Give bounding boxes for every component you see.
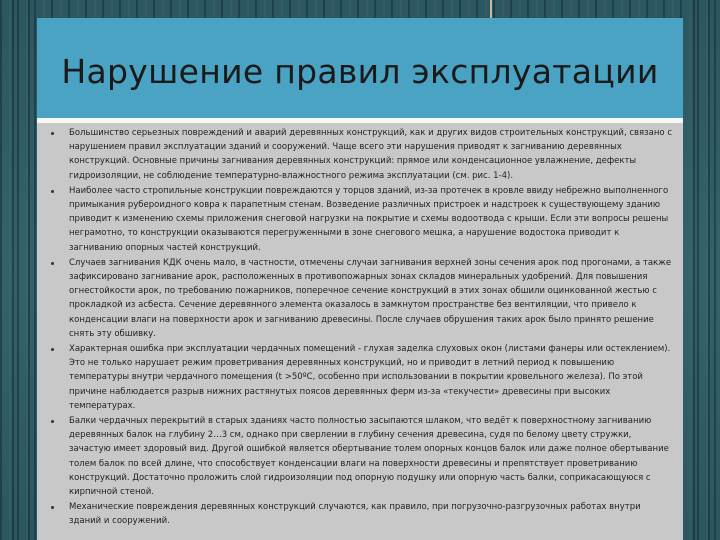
bullet-text: Большинство серьезных повреждений и аварий деревянных конструкций, как и других видов строительных конструкций, связано с нарушением правил эксплуатации зданий и сооружений. Чаще всего эти нарушения приводят к загниванию деревянных конструкций. Основные причины загнивания деревянных конструкций: прямое или конденсационное увлажнение, дефекты гидроизоляции, не соблюдение температурно-влажностного режима эксплуатации (см. рис. 1-4).: [69, 128, 673, 181]
bullet-text: Наиболее часто стропильные конструкции повреждаются у торцов зданий, из-за протечек в кровле ввиду небрежно выполненного примыкания рубероидного ковра к парапетным стенам. Возведение различных пристроек и надстроек к существующему зданию приводит к изменению схемы приложения снеговой нагрузки на покрытие и схемы водоотвода с крыши. Если эти вопросы решены неграмотно, то конструкции оказываются перегруженными в зоне снегового мешка, а нарушение водостока приводит к загниванию опорных частей конструкций.: [69, 185, 669, 253]
bullet-item: [47, 126, 675, 183]
bullet-dot-icon: [51, 132, 54, 135]
wood-plank-seam: [693, 0, 695, 540]
bullet-item: [47, 500, 675, 528]
bullet-dot-icon: [51, 348, 54, 351]
wood-plank-seam: [708, 0, 710, 540]
bullet-list: [47, 126, 675, 530]
bullet-item: [47, 256, 675, 341]
bullet-dot-icon: [51, 262, 54, 265]
bullet-text: Случаев загнивания КДК очень мало, в частности, отмечены случаи загнивания верхней зоны сечения арок под прогонами, а также зафиксировано загнивание арок, расположенных в противопожарных зонах складов минеральных удобрений. Для повышения огнестойкости арок, по требованию пожарников, поперечное сечение конструкций в этих зонах обшили оцинкованной жестью с прокладкой из асбеста. Сечение деревянного элемента оказалось в замкнутом пространстве без вентиляции, что привело к конденсации влаги на поверхности арок и загниванию древесины. После случаев обрушения таких арок было принято решение снять эту обшивку.: [69, 257, 672, 339]
bullet-text: Механические повреждения деревянных конструкций случаются, как правило, при погрузочно-разгрузочных работах внутри зданий и сооружений.: [69, 502, 641, 527]
bullet-item: [47, 414, 675, 499]
bullet-item: [47, 184, 675, 255]
bullet-text: Характерная ошибка при эксплуатации чердачных помещений - глухая заделка слуховых окон (листами фанеры или остеклением). Это не только нарушает режим проветривания деревянных конструкций, но и приводит в летний период к повышению температуры внутри чердачного помещения (t >50ºС, особенно при использовании в покрытии кровельного железа). По этой причине наблюдается разрыв нижних растянутых поясов деревянных ферм из-за «текучести» древесины при высоких температурах.: [69, 344, 671, 411]
bullet-text: Балки чердачных перекрытий в старых зданиях часто полностью засыпаются шлаком, что ведёт к поверхностному загниванию деревянных балок на глубину 2…3 см, однако при сверлении в глубину сечения древесина, судя по белому цвету стружки, зачастую имеет здоровый вид. Другой ошибкой является обертывание толем опорных концов балок или даже полное обертывание толем балок по всей длине, что способствует конденсации влаги на поверхности древесины и препятствует проветриванию конструкций. Достаточно проложить слой гидроизоляции под опорную подушку или опорную часть балки, соприкасающуюся с кирпичной стеной.: [69, 416, 669, 498]
bullet-dot-icon: [51, 190, 54, 193]
wood-plank-seam: [28, 0, 30, 540]
hanging-string: [490, 0, 492, 18]
bullet-dot-icon: [51, 420, 54, 423]
bullet-item: [47, 342, 675, 413]
slide-title: Нарушение правил эксплуатации: [61, 52, 659, 91]
wood-plank-seam: [12, 0, 14, 540]
bullet-dot-icon: [51, 506, 54, 509]
